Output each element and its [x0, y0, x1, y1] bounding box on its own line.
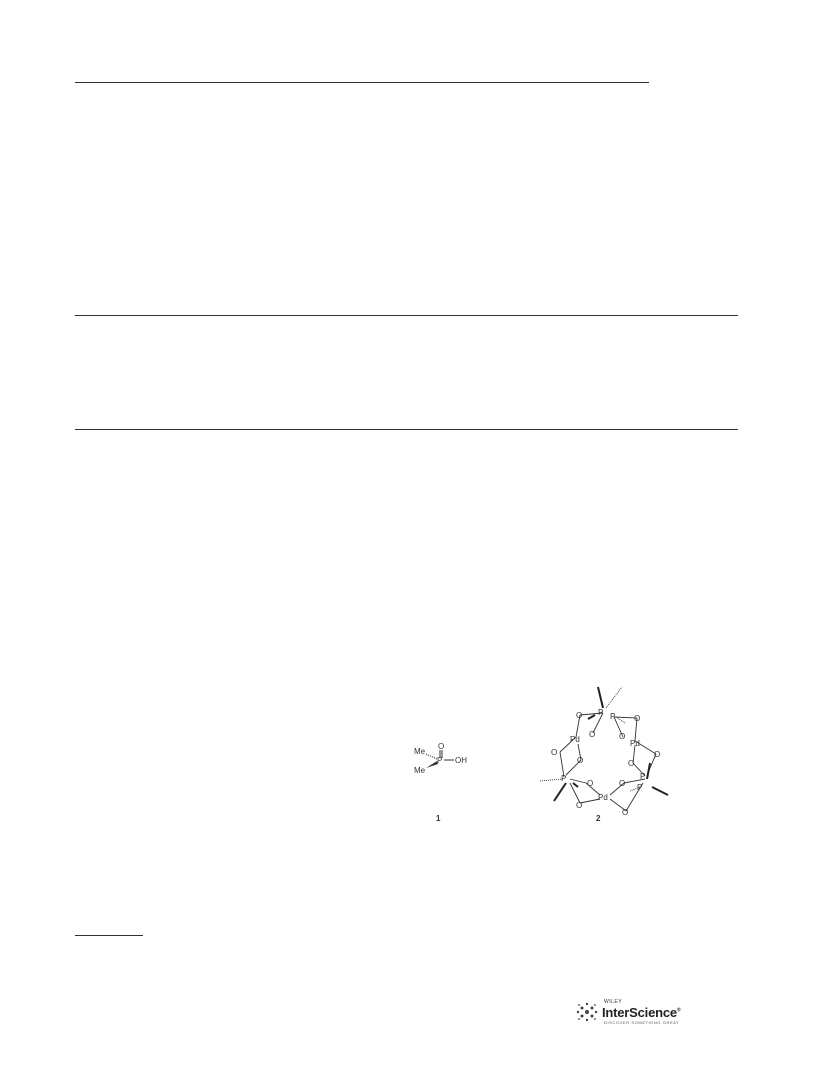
logo-wiley-text: WILEY: [604, 999, 623, 1005]
compound-1-me-top: Me: [414, 747, 426, 756]
footnote-rule: [75, 935, 143, 936]
o-atom: O: [587, 779, 594, 788]
abstract-top-rule: [75, 315, 738, 316]
top-rule: [75, 82, 649, 83]
compound-1-o: O: [438, 742, 445, 751]
compound-1-p: P: [437, 756, 443, 765]
p-atom-left: P: [561, 774, 567, 783]
o-atom: O: [619, 779, 626, 788]
compound-1-structure: [400, 730, 480, 830]
p-atom-top-1: P: [598, 708, 604, 717]
p-atom-top-2: P: [610, 712, 616, 721]
logo-tagline: DISCOVER SOMETHING GREAT: [604, 1020, 680, 1025]
o-atom: O: [634, 714, 641, 723]
p-atom-right-1: P: [640, 772, 646, 781]
abstract-bottom-rule: [75, 429, 738, 430]
compound-1-label: 1: [436, 814, 441, 823]
compound-2-structure: [530, 675, 680, 825]
o-atom: O: [589, 730, 596, 739]
o-atom: O: [622, 808, 629, 817]
compound-2-label: 2: [596, 814, 601, 823]
pd-atom-right: Pd: [630, 739, 640, 748]
pd-atom-bottom: Pd: [598, 793, 608, 802]
o-atom: O: [654, 750, 661, 759]
o-atom: O: [577, 756, 584, 765]
p-atom-right-2: P: [637, 783, 643, 792]
pd-atom-top-left: Pd: [570, 735, 580, 744]
wiley-interscience-logo: [572, 995, 692, 1029]
o-atom: O: [576, 801, 583, 810]
me-hash-bond: [426, 754, 437, 759]
o-atom: O: [576, 711, 583, 720]
o-atom: O: [619, 732, 626, 741]
o-atom: O: [551, 748, 558, 757]
globe-dots-icon: [574, 1000, 600, 1024]
o-atom: O: [628, 759, 635, 768]
logo-interscience-text: InterScience®: [602, 1005, 681, 1020]
compound-1-me-bottom: Me: [414, 766, 426, 775]
compound-1-oh: OH: [455, 756, 467, 765]
